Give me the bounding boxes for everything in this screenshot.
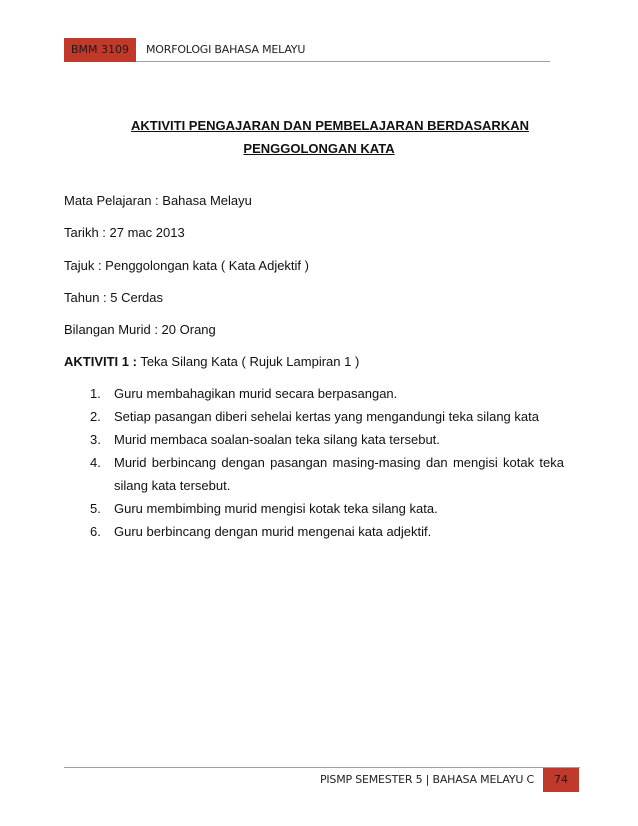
field-student-count: Bilangan Murid : 20 Orang [64, 322, 216, 337]
header-divider [136, 61, 550, 62]
step-text: Setiap pasangan diberi sehelai kertas yang mengandungi teka silang kata [114, 409, 539, 424]
list-item [90, 428, 564, 451]
list-item [90, 382, 564, 405]
list-item [90, 497, 564, 520]
course-title: MORFOLOGI BAHASA MELAYU [146, 43, 306, 56]
step-number: 6. [90, 524, 101, 539]
step-text: Guru membahagikan murid secara berpasangan. [114, 386, 398, 401]
step-text: Guru berbincang dengan murid mengenai kata adjektif. [114, 524, 432, 539]
document-title-line-2: PENGGOLONGAN KATA [243, 141, 395, 156]
step-number: 3. [90, 432, 101, 447]
field-topic: Tajuk : Penggolongan kata ( Kata Adjektif ) [64, 258, 309, 273]
course-code-badge: BMM 3109 [64, 38, 136, 62]
activity-steps-list [90, 382, 564, 543]
step-number: 4. [90, 455, 101, 470]
list-item [90, 405, 564, 428]
activity-label: AKTIVITI 1 : [64, 354, 137, 369]
step-number: 2. [90, 409, 101, 424]
step-text: Murid berbincang dengan pasangan masing-masing dan mengisi kotak teka silang kata tersebut. [114, 455, 564, 493]
activity-heading [64, 354, 359, 369]
field-year: Tahun : 5 Cerdas [64, 290, 164, 305]
footer-label: PISMP SEMESTER 5 | BAHASA MELAYU C [319, 773, 534, 786]
list-item [90, 451, 564, 497]
step-text: Guru membimbing murid mengisi kotak teka silang kata. [114, 501, 438, 516]
step-text: Murid membaca soalan-soalan teka silang kata tersebut. [114, 432, 440, 447]
step-number: 1. [90, 386, 101, 401]
field-date: Tarikh : 27 mac 2013 [64, 225, 185, 240]
document-title-line-1: AKTIVITI PENGAJARAN DAN PEMBELAJARAN BERDASARKAN [131, 118, 529, 133]
field-subject: Mata Pelajaran : Bahasa Melayu [64, 193, 252, 208]
list-item [90, 520, 564, 543]
activity-text: Teka Silang Kata ( Rujuk Lampiran 1 ) [136, 354, 360, 369]
footer-divider [64, 767, 580, 768]
page-number-badge: 74 [543, 768, 579, 792]
step-number: 5. [90, 501, 101, 516]
